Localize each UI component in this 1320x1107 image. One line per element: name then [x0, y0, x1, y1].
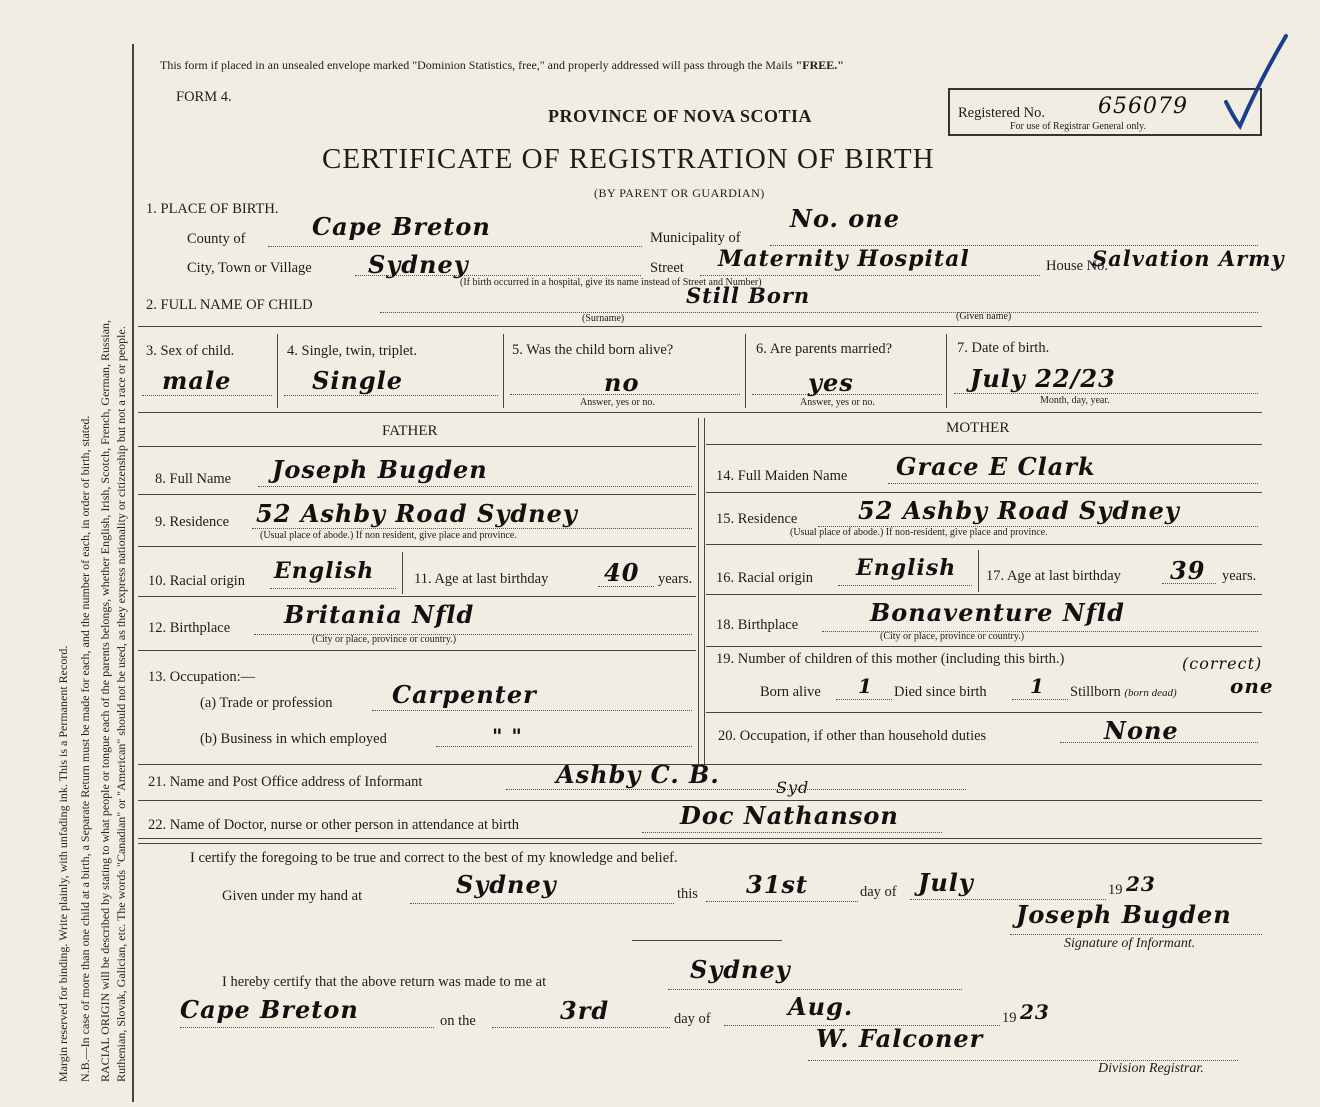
city-label: City, Town or Village: [187, 260, 312, 276]
certify-year-prefix: 19: [1108, 882, 1123, 898]
date-of-birth-label: 7. Date of birth.: [957, 340, 1050, 356]
given-place-value: Sydney: [456, 870, 557, 899]
registrar-statement: I hereby certify that the above return was made to me at: [222, 974, 547, 990]
birth-type-value: Single: [312, 366, 404, 395]
mother-occupation-value: None: [1104, 716, 1179, 745]
mother-name-value: Grace E Clark: [896, 452, 1096, 481]
father-residence-label: 9. Residence: [155, 514, 230, 530]
parents-married-answer: yes: [808, 368, 854, 397]
mother-age-value: 39: [1170, 556, 1206, 585]
father-racial-origin-value: English: [274, 558, 375, 584]
form-number: FORM 4.: [176, 89, 232, 105]
mother-racial-origin-label: 16. Racial origin: [716, 570, 814, 586]
certify-month-value: July: [918, 868, 974, 897]
father-name-label: 8. Full Name: [155, 471, 232, 487]
certify-day-of-label: day of: [860, 884, 897, 900]
trade-label: (a) Trade or profession: [200, 695, 333, 711]
born-alive-note: Answer, yes or no.: [580, 397, 655, 408]
occupation-heading: 13. Occupation:—: [148, 669, 256, 685]
given-under-label: Given under my hand at: [222, 888, 363, 904]
parents-married-note: Answer, yes or no.: [800, 397, 875, 408]
informant-signature-label: Signature of Informant.: [1064, 936, 1196, 951]
registrar-signature: W. Falconer: [816, 1024, 984, 1053]
registrar-month-value: Aug.: [788, 992, 854, 1021]
mother-birthplace-note: (City or place, province or country.): [880, 631, 1025, 642]
registrar-county-value: Cape Breton: [180, 995, 359, 1024]
informant-address-value: Syd: [776, 778, 810, 797]
trade-value: Carpenter: [392, 680, 537, 709]
sex-label: 3. Sex of child.: [146, 343, 235, 359]
born-alive-question: 5. Was the child born alive?: [512, 342, 674, 358]
registered-number-box: [948, 88, 1262, 136]
registrar-place-value: Sydney: [690, 955, 791, 984]
father-residence-value: 52 Ashby Road Sydney: [256, 499, 578, 528]
stillborn-value: one: [1230, 674, 1274, 698]
father-birthplace-label: 12. Birthplace: [148, 620, 231, 636]
mother-residence-value: 52 Ashby Road Sydney: [858, 496, 1180, 525]
mother-age-label: 17. Age at last birthday: [986, 568, 1121, 584]
child-name-label: 2. FULL NAME OF CHILD: [146, 297, 313, 313]
city-value: Sydney: [368, 250, 469, 279]
certify-year-value: 23: [1126, 872, 1156, 896]
street-label: Street: [650, 260, 684, 276]
date-of-birth-note: Month, day, year.: [1040, 395, 1110, 406]
binding-margin-line: [132, 44, 134, 1102]
born-alive-answer: no: [604, 368, 640, 397]
house-label: House No.: [1046, 258, 1109, 274]
father-birthplace-note: (City or place, province or country.): [312, 634, 457, 645]
stillborn-correct-note: (correct): [1182, 654, 1263, 673]
date-of-birth-value: July 22/23: [970, 364, 1116, 393]
margin-note-4: Ruthenian, Slovak, Galician, etc. The words "Canadian" or "American" should not be used, as they express nationality or citizenship but not a race or people.: [114, 326, 128, 1082]
father-birthplace-value: Britania Nfld: [284, 600, 475, 629]
died-since-birth-value: 1: [1030, 674, 1045, 698]
registrar-year-prefix: 19: [1002, 1010, 1017, 1026]
informant-value: Ashby C. B.: [556, 760, 720, 789]
father-age-label: 11. Age at last birthday: [414, 571, 549, 587]
checkmark-icon: [1220, 30, 1290, 130]
born-alive-count-value: 1: [858, 674, 873, 698]
born-alive-count-label: Born alive: [760, 684, 821, 700]
father-residence-note: (Usual place of abode.) If non resident, give place and province.: [260, 530, 517, 541]
registered-no-value: 656079: [1098, 94, 1188, 119]
certificate-subtitle: (BY PARENT OR GUARDIAN): [594, 186, 765, 200]
province-heading: PROVINCE OF NOVA SCOTIA: [548, 106, 813, 126]
parents-married-question: 6. Are parents married?: [756, 341, 893, 357]
certificate-title: CERTIFICATE OF REGISTRATION OF BIRTH: [322, 143, 935, 175]
registrar-on-the-label: on the: [440, 1013, 476, 1029]
doctor-label: 22. Name of Doctor, nurse or other person in attendance at birth: [148, 817, 520, 833]
registrar-use-note: For use of Registrar General only.: [1010, 121, 1146, 132]
stillborn-label: Stillborn (born dead): [1070, 684, 1177, 700]
registered-no-label: Registered No.: [958, 105, 1045, 121]
informant-label: 21. Name and Post Office address of Informant: [148, 774, 423, 790]
registrar-day-of-label: day of: [674, 1011, 711, 1027]
father-years-label: years.: [658, 571, 693, 587]
margin-note-2: N.B.—In case of more than one child at a birth, a Separate Return must be made for each, and the number of each, in order of birth, stated.: [78, 415, 92, 1082]
place-of-birth-heading: 1. PLACE OF BIRTH.: [146, 201, 279, 217]
mother-racial-origin-value: English: [856, 555, 957, 581]
registrar-signature-label: Division Registrar.: [1098, 1061, 1204, 1076]
children-count-label: 19. Number of children of this mother (including this birth.): [716, 651, 1065, 667]
father-name-value: Joseph Bugden: [272, 455, 488, 484]
father-age-value: 40: [604, 558, 640, 587]
sex-value: male: [162, 366, 232, 395]
registrar-year-value: 23: [1020, 1000, 1050, 1024]
street-value: Maternity Hospital: [718, 246, 970, 272]
mother-birthplace-label: 18. Birthplace: [716, 617, 799, 633]
certify-day-value: 31st: [746, 870, 808, 899]
mother-birthplace-value: Bonaventure Nfld: [870, 598, 1125, 627]
municipality-value: No. one: [790, 204, 900, 233]
father-racial-origin-label: 10. Racial origin: [148, 573, 246, 589]
child-name-value: Still Born: [686, 283, 811, 308]
county-value: Cape Breton: [312, 212, 491, 241]
father-heading: FATHER: [382, 423, 438, 439]
this-label: this: [677, 886, 698, 902]
margin-note-1: Margin reserved for binding. Write plainly, with unfading ink. This is a Permanent Record.: [56, 645, 70, 1082]
doctor-value: Doc Nathanson: [680, 801, 899, 830]
business-label: (b) Business in which employed: [200, 731, 387, 747]
birth-type-label: 4. Single, twin, triplet.: [287, 343, 418, 359]
certify-statement: I certify the foregoing to be true and correct to the best of my knowledge and belief.: [190, 850, 678, 866]
given-name-note: (Given name): [956, 311, 1012, 322]
margin-note-3: RACIAL ORIGIN will be described by stating to what people or tongue each of the parents belongs, whether English, Irish, Scotch, French, German, Russian,: [98, 319, 112, 1082]
county-label: County of: [187, 231, 246, 247]
mother-residence-note: (Usual place of abode.) If non-resident, give place and province.: [790, 527, 1048, 538]
mail-notice: This form if placed in an unsealed envelope marked "Dominion Statistics, free," and properly addressed will pass through the Mails "FREE.": [160, 58, 844, 72]
house-value: Salvation Army: [1092, 246, 1285, 271]
mother-heading: MOTHER: [946, 420, 1010, 436]
mother-occupation-label: 20. Occupation, if other than household duties: [718, 728, 987, 744]
municipality-label: Municipality of: [650, 230, 741, 246]
business-value: " ": [492, 724, 523, 748]
died-since-birth-label: Died since birth: [894, 684, 987, 700]
hospital-note: (If birth occurred in a hospital, give its name instead of Street and Number): [460, 277, 762, 288]
mother-years-label: years.: [1222, 568, 1257, 584]
registrar-day-value: 3rd: [560, 996, 610, 1025]
informant-signature: Joseph Bugden: [1016, 900, 1232, 929]
surname-note: (Surname): [582, 313, 625, 324]
mother-residence-label: 15. Residence: [716, 511, 798, 527]
mother-name-label: 14. Full Maiden Name: [716, 468, 848, 484]
